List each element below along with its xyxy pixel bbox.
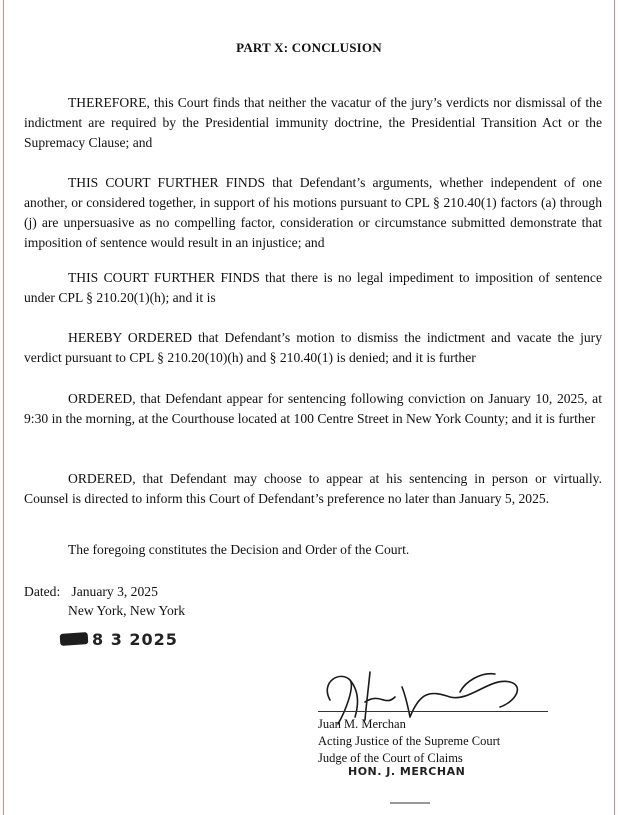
name-stamp: HON. J. MERCHAN xyxy=(348,765,466,778)
paragraph-further-finds-impediment: THIS COURT FURTHER FINDS that there is no legal impediment to imposition of sentence under CPL § 210.20(1)(h); and it is xyxy=(24,270,602,305)
signer-title-2: Judge of the Court of Claims xyxy=(318,751,463,765)
date-stamp-text: 8 3 2025 xyxy=(92,630,178,649)
paragraph-further-finds-arguments: THIS COURT FURTHER FINDS that Defendant’s arguments, whether independent of one another, or considered together, in support of his motions pursuant to CPL § 210.40(1) factors (a) through (j) are unpersuasive as no compelling factor, consideration or circumstance submitted demonstrate that imposition of sentence would result in an injustice; and xyxy=(24,175,602,250)
signer-title-1: Acting Justice of the Supreme Court xyxy=(318,734,501,748)
dated-label: Dated: xyxy=(24,584,61,599)
paragraph-therefore: THEREFORE, this Court finds that neither the vacatur of the jury’s verdicts nor dismissal of the indictment are required by the Presidential immunity doctrine, the Presidential Transition Act or the Supremacy Clause; and xyxy=(24,95,602,150)
signature-block xyxy=(318,716,500,767)
paragraph-ordered-sentencing: ORDERED, that Defendant appear for sentencing following conviction on January 10, 2025, at 9:30 in the morning, at the Courthouse located at 100 Centre Street in New York County; and it is further xyxy=(24,391,602,426)
dated-location: New York, New York xyxy=(68,603,186,618)
paragraph-ordered-appearance: ORDERED, that Defendant may choose to appear at his sentencing in person or virtually. Counsel is directed to inform this Court of Defendant’s preference no later than January 5, 2025. xyxy=(24,471,602,506)
section-heading: PART X: CONCLUSION xyxy=(236,40,382,55)
paragraph-foregoing: The foregoing constitutes the Decision and Order of the Court. xyxy=(68,542,410,557)
paragraph-hereby-ordered: HEREBY ORDERED that Defendant’s motion to dismiss the indictment and vacate the jury verdict pursuant to CPL § 210.20(10)(h) and § 210.40(1) is denied; and it is further xyxy=(24,330,602,365)
dated-date: January 3, 2025 xyxy=(71,584,158,599)
stamp-blot xyxy=(60,632,89,646)
signature-line xyxy=(318,711,548,712)
ink-smudge xyxy=(390,802,430,804)
right-margin-line xyxy=(614,0,615,815)
date-stamp xyxy=(60,630,178,649)
dated-block xyxy=(24,582,185,620)
signer-name: Juan M. Merchan xyxy=(318,717,406,731)
left-margin-line xyxy=(3,0,4,815)
